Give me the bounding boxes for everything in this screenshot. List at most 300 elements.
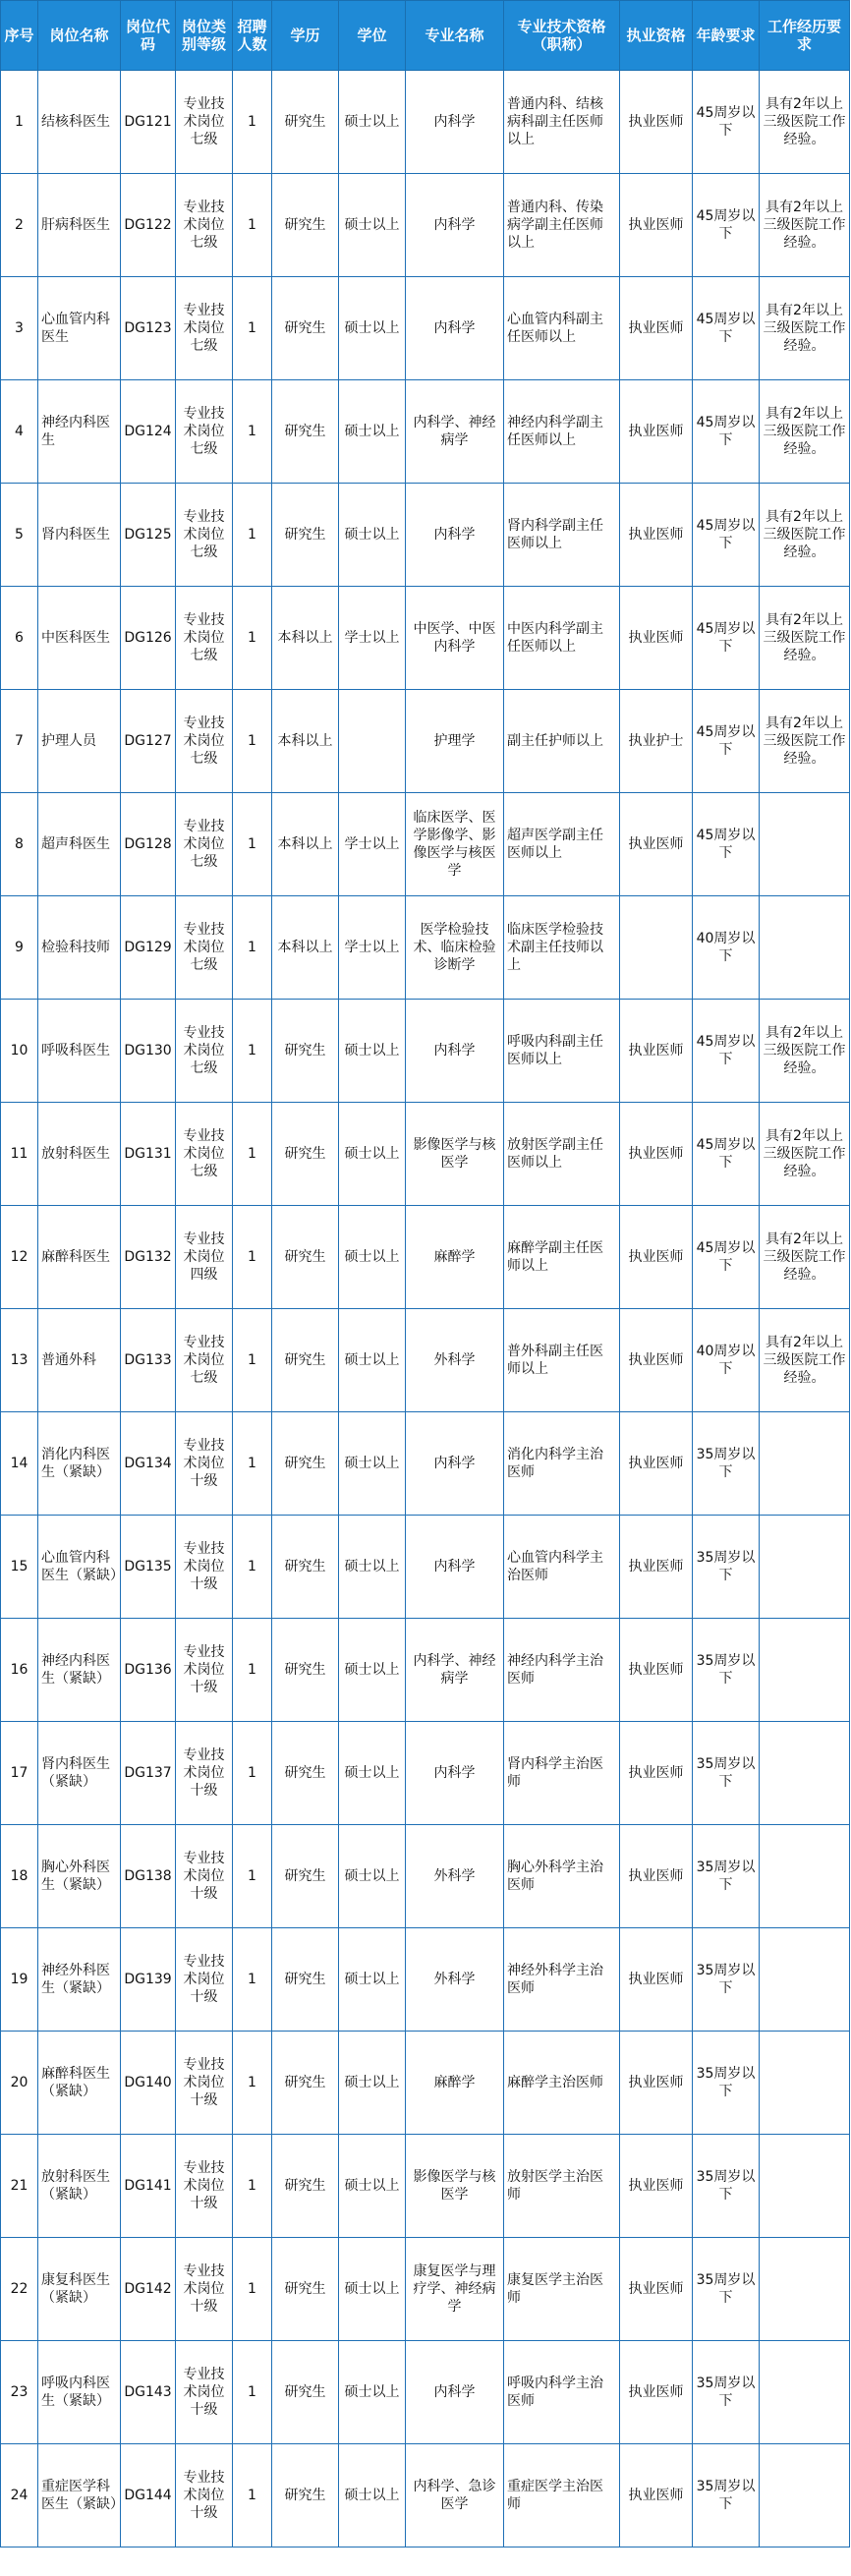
experience-requirement-cell bbox=[760, 1516, 850, 1619]
position-code-cell: DG139 bbox=[121, 1928, 176, 2032]
position-level-cell: 专业技术岗位十级 bbox=[176, 1412, 233, 1516]
age-requirement-cell: 45周岁以下 bbox=[693, 793, 760, 896]
degree-cell: 学士以上 bbox=[339, 793, 406, 896]
table-row bbox=[1, 1412, 850, 1516]
major-cell: 内科学 bbox=[406, 2341, 504, 2444]
education-cell: 研究生 bbox=[272, 1516, 339, 1619]
row-number-cell: 16 bbox=[1, 1619, 38, 1722]
hire-count-cell: 1 bbox=[233, 793, 272, 896]
header-cell: 岗位类别等级 bbox=[176, 1, 233, 71]
position-level-cell: 专业技术岗位七级 bbox=[176, 793, 233, 896]
education-cell: 研究生 bbox=[272, 1928, 339, 2032]
degree-cell: 硕士以上 bbox=[339, 1722, 406, 1825]
row-number-cell: 19 bbox=[1, 1928, 38, 2032]
hire-count-cell: 1 bbox=[233, 174, 272, 277]
practice-qualification-cell: 执业医师 bbox=[620, 1206, 693, 1309]
position-code-cell: DG123 bbox=[121, 277, 176, 380]
position-name-cell: 心血管内科医生（紧缺） bbox=[38, 1516, 121, 1619]
major-cell: 医学检验技术、临床检验诊断学 bbox=[406, 896, 504, 1000]
position-name-cell: 检验科技师 bbox=[38, 896, 121, 1000]
hire-count-cell: 1 bbox=[233, 2444, 272, 2547]
position-name-cell: 普通外科 bbox=[38, 1309, 121, 1412]
position-code-cell: DG129 bbox=[121, 896, 176, 1000]
professional-title-cell: 普通内科、结核病科副主任医师以上 bbox=[504, 71, 620, 174]
major-cell: 护理学 bbox=[406, 690, 504, 793]
position-level-cell: 专业技术岗位十级 bbox=[176, 2032, 233, 2135]
experience-requirement-cell bbox=[760, 2032, 850, 2135]
row-number-cell: 17 bbox=[1, 1722, 38, 1825]
practice-qualification-cell: 执业医师 bbox=[620, 1103, 693, 1206]
education-cell: 研究生 bbox=[272, 484, 339, 587]
hire-count-cell: 1 bbox=[233, 1412, 272, 1516]
age-requirement-cell: 35周岁以下 bbox=[693, 1412, 760, 1516]
row-number-cell: 3 bbox=[1, 277, 38, 380]
degree-cell: 硕士以上 bbox=[339, 1206, 406, 1309]
experience-requirement-cell: 具有2年以上三级医院工作经验。 bbox=[760, 277, 850, 380]
position-name-cell: 麻醉科医生（紧缺） bbox=[38, 2032, 121, 2135]
position-name-cell: 结核科医生 bbox=[38, 71, 121, 174]
table-row bbox=[1, 71, 850, 174]
position-code-cell: DG127 bbox=[121, 690, 176, 793]
education-cell: 研究生 bbox=[272, 2444, 339, 2547]
table-row bbox=[1, 896, 850, 1000]
professional-title-cell: 临床医学检验技术副主任技师以上 bbox=[504, 896, 620, 1000]
table-row bbox=[1, 2135, 850, 2238]
row-number-cell: 5 bbox=[1, 484, 38, 587]
major-cell: 中医学、中医内科学 bbox=[406, 587, 504, 690]
education-cell: 研究生 bbox=[272, 1412, 339, 1516]
header-cell: 招聘人数 bbox=[233, 1, 272, 71]
degree-cell: 硕士以上 bbox=[339, 1619, 406, 1722]
age-requirement-cell: 35周岁以下 bbox=[693, 2341, 760, 2444]
age-requirement-cell: 40周岁以下 bbox=[693, 896, 760, 1000]
practice-qualification-cell: 执业医师 bbox=[620, 1516, 693, 1619]
position-level-cell: 专业技术岗位七级 bbox=[176, 174, 233, 277]
professional-title-cell: 胸心外科学主治医师 bbox=[504, 1825, 620, 1928]
row-number-cell: 12 bbox=[1, 1206, 38, 1309]
education-cell: 本科以上 bbox=[272, 690, 339, 793]
education-cell: 研究生 bbox=[272, 2032, 339, 2135]
row-number-cell: 9 bbox=[1, 896, 38, 1000]
position-level-cell: 专业技术岗位十级 bbox=[176, 1619, 233, 1722]
table-row bbox=[1, 1619, 850, 1722]
professional-title-cell: 放射医学主治医师 bbox=[504, 2135, 620, 2238]
major-cell: 内科学 bbox=[406, 484, 504, 587]
header-cell: 序号 bbox=[1, 1, 38, 71]
header-cell: 岗位代码 bbox=[121, 1, 176, 71]
position-level-cell: 专业技术岗位十级 bbox=[176, 2341, 233, 2444]
experience-requirement-cell bbox=[760, 1825, 850, 1928]
experience-requirement-cell: 具有2年以上三级医院工作经验。 bbox=[760, 1103, 850, 1206]
position-code-cell: DG143 bbox=[121, 2341, 176, 2444]
table-row bbox=[1, 1206, 850, 1309]
position-name-cell: 肾内科医生 bbox=[38, 484, 121, 587]
degree-cell: 硕士以上 bbox=[339, 1825, 406, 1928]
age-requirement-cell: 35周岁以下 bbox=[693, 1928, 760, 2032]
row-number-cell: 1 bbox=[1, 71, 38, 174]
age-requirement-cell: 35周岁以下 bbox=[693, 1516, 760, 1619]
practice-qualification-cell: 执业医师 bbox=[620, 380, 693, 484]
hire-count-cell: 1 bbox=[233, 1825, 272, 1928]
header-cell: 专业技术资格（职称） bbox=[504, 1, 620, 71]
degree-cell: 硕士以上 bbox=[339, 1516, 406, 1619]
age-requirement-cell: 45周岁以下 bbox=[693, 174, 760, 277]
header-row bbox=[1, 1, 850, 71]
hire-count-cell: 1 bbox=[233, 1928, 272, 2032]
table-row bbox=[1, 1103, 850, 1206]
professional-title-cell: 神经内科学主治医师 bbox=[504, 1619, 620, 1722]
position-name-cell: 重症医学科医生（紧缺） bbox=[38, 2444, 121, 2547]
degree-cell: 硕士以上 bbox=[339, 71, 406, 174]
professional-title-cell: 心血管内科学主治医师 bbox=[504, 1516, 620, 1619]
major-cell: 康复医学与理疗学、神经病学 bbox=[406, 2238, 504, 2341]
degree-cell: 硕士以上 bbox=[339, 1103, 406, 1206]
position-code-cell: DG124 bbox=[121, 380, 176, 484]
position-code-cell: DG126 bbox=[121, 587, 176, 690]
age-requirement-cell: 45周岁以下 bbox=[693, 1206, 760, 1309]
row-number-cell: 10 bbox=[1, 1000, 38, 1103]
position-name-cell: 神经内科医生 bbox=[38, 380, 121, 484]
position-code-cell: DG133 bbox=[121, 1309, 176, 1412]
practice-qualification-cell: 执业医师 bbox=[620, 1412, 693, 1516]
position-code-cell: DG131 bbox=[121, 1103, 176, 1206]
position-code-cell: DG132 bbox=[121, 1206, 176, 1309]
practice-qualification-cell: 执业医师 bbox=[620, 2341, 693, 2444]
professional-title-cell: 神经外科学主治医师 bbox=[504, 1928, 620, 2032]
table-row bbox=[1, 793, 850, 896]
degree-cell: 硕士以上 bbox=[339, 2032, 406, 2135]
position-level-cell: 专业技术岗位十级 bbox=[176, 2444, 233, 2547]
position-code-cell: DG136 bbox=[121, 1619, 176, 1722]
education-cell: 研究生 bbox=[272, 1309, 339, 1412]
header-cell: 年龄要求 bbox=[693, 1, 760, 71]
row-number-cell: 22 bbox=[1, 2238, 38, 2341]
education-cell: 研究生 bbox=[272, 2135, 339, 2238]
row-number-cell: 7 bbox=[1, 690, 38, 793]
hire-count-cell: 1 bbox=[233, 1206, 272, 1309]
hire-count-cell: 1 bbox=[233, 1000, 272, 1103]
degree-cell: 学士以上 bbox=[339, 896, 406, 1000]
practice-qualification-cell: 执业医师 bbox=[620, 2032, 693, 2135]
position-code-cell: DG141 bbox=[121, 2135, 176, 2238]
table-row bbox=[1, 2032, 850, 2135]
row-number-cell: 14 bbox=[1, 1412, 38, 1516]
major-cell: 内科学 bbox=[406, 1412, 504, 1516]
hire-count-cell: 1 bbox=[233, 71, 272, 174]
major-cell: 内科学 bbox=[406, 71, 504, 174]
experience-requirement-cell: 具有2年以上三级医院工作经验。 bbox=[760, 690, 850, 793]
practice-qualification-cell: 执业医师 bbox=[620, 1619, 693, 1722]
education-cell: 研究生 bbox=[272, 1206, 339, 1309]
hire-count-cell: 1 bbox=[233, 1619, 272, 1722]
practice-qualification-cell: 执业医师 bbox=[620, 1928, 693, 2032]
degree-cell: 硕士以上 bbox=[339, 380, 406, 484]
hire-count-cell: 1 bbox=[233, 1309, 272, 1412]
education-cell: 研究生 bbox=[272, 1722, 339, 1825]
major-cell: 外科学 bbox=[406, 1309, 504, 1412]
age-requirement-cell: 45周岁以下 bbox=[693, 1103, 760, 1206]
row-number-cell: 15 bbox=[1, 1516, 38, 1619]
degree-cell: 硕士以上 bbox=[339, 1928, 406, 2032]
professional-title-cell: 神经内科学副主任医师以上 bbox=[504, 380, 620, 484]
degree-cell: 硕士以上 bbox=[339, 277, 406, 380]
professional-title-cell: 副主任护师以上 bbox=[504, 690, 620, 793]
table-row bbox=[1, 2444, 850, 2547]
education-cell: 研究生 bbox=[272, 2238, 339, 2341]
practice-qualification-cell: 执业医师 bbox=[620, 1825, 693, 1928]
position-level-cell: 专业技术岗位七级 bbox=[176, 587, 233, 690]
degree-cell: 硕士以上 bbox=[339, 174, 406, 277]
major-cell: 外科学 bbox=[406, 1825, 504, 1928]
professional-title-cell: 肾内科学主治医师 bbox=[504, 1722, 620, 1825]
professional-title-cell: 呼吸内科学主治医师 bbox=[504, 2341, 620, 2444]
position-name-cell: 放射科医生 bbox=[38, 1103, 121, 1206]
position-code-cell: DG135 bbox=[121, 1516, 176, 1619]
row-number-cell: 11 bbox=[1, 1103, 38, 1206]
practice-qualification-cell: 执业医师 bbox=[620, 71, 693, 174]
experience-requirement-cell bbox=[760, 896, 850, 1000]
hire-count-cell: 1 bbox=[233, 690, 272, 793]
experience-requirement-cell bbox=[760, 1619, 850, 1722]
education-cell: 研究生 bbox=[272, 1825, 339, 1928]
table-row bbox=[1, 277, 850, 380]
position-code-cell: DG130 bbox=[121, 1000, 176, 1103]
position-level-cell: 专业技术岗位十级 bbox=[176, 1928, 233, 2032]
experience-requirement-cell bbox=[760, 2444, 850, 2547]
age-requirement-cell: 35周岁以下 bbox=[693, 1825, 760, 1928]
professional-title-cell: 呼吸内科副主任医师以上 bbox=[504, 1000, 620, 1103]
position-name-cell: 麻醉科医生 bbox=[38, 1206, 121, 1309]
header-cell: 学位 bbox=[339, 1, 406, 71]
education-cell: 本科以上 bbox=[272, 587, 339, 690]
experience-requirement-cell: 具有2年以上三级医院工作经验。 bbox=[760, 1309, 850, 1412]
education-cell: 研究生 bbox=[272, 1619, 339, 1722]
major-cell: 外科学 bbox=[406, 1928, 504, 2032]
practice-qualification-cell: 执业医师 bbox=[620, 587, 693, 690]
experience-requirement-cell: 具有2年以上三级医院工作经验。 bbox=[760, 71, 850, 174]
position-name-cell: 神经内科医生（紧缺） bbox=[38, 1619, 121, 1722]
position-level-cell: 专业技术岗位十级 bbox=[176, 2135, 233, 2238]
experience-requirement-cell bbox=[760, 1722, 850, 1825]
practice-qualification-cell: 执业护士 bbox=[620, 690, 693, 793]
age-requirement-cell: 40周岁以下 bbox=[693, 1309, 760, 1412]
major-cell: 内科学 bbox=[406, 1516, 504, 1619]
position-name-cell: 肾内科医生（紧缺） bbox=[38, 1722, 121, 1825]
position-name-cell: 消化内科医生（紧缺） bbox=[38, 1412, 121, 1516]
major-cell: 影像医学与核医学 bbox=[406, 1103, 504, 1206]
education-cell: 本科以上 bbox=[272, 793, 339, 896]
table-row bbox=[1, 484, 850, 587]
professional-title-cell: 普外科副主任医师以上 bbox=[504, 1309, 620, 1412]
age-requirement-cell: 45周岁以下 bbox=[693, 380, 760, 484]
position-code-cell: DG140 bbox=[121, 2032, 176, 2135]
age-requirement-cell: 35周岁以下 bbox=[693, 1619, 760, 1722]
position-name-cell: 放射科医生（紧缺） bbox=[38, 2135, 121, 2238]
age-requirement-cell: 45周岁以下 bbox=[693, 1000, 760, 1103]
hire-count-cell: 1 bbox=[233, 380, 272, 484]
table-row bbox=[1, 690, 850, 793]
hire-count-cell: 1 bbox=[233, 277, 272, 380]
practice-qualification-cell: 执业医师 bbox=[620, 1000, 693, 1103]
hire-count-cell: 1 bbox=[233, 1103, 272, 1206]
table-row bbox=[1, 1928, 850, 2032]
age-requirement-cell: 45周岁以下 bbox=[693, 690, 760, 793]
experience-requirement-cell: 具有2年以上三级医院工作经验。 bbox=[760, 587, 850, 690]
position-name-cell: 中医科医生 bbox=[38, 587, 121, 690]
row-number-cell: 4 bbox=[1, 380, 38, 484]
major-cell: 内科学 bbox=[406, 1722, 504, 1825]
row-number-cell: 2 bbox=[1, 174, 38, 277]
position-name-cell: 心血管内科医生 bbox=[38, 277, 121, 380]
major-cell: 内科学 bbox=[406, 1000, 504, 1103]
experience-requirement-cell bbox=[760, 1928, 850, 2032]
position-code-cell: DG134 bbox=[121, 1412, 176, 1516]
education-cell: 研究生 bbox=[272, 380, 339, 484]
practice-qualification-cell: 执业医师 bbox=[620, 793, 693, 896]
table-row bbox=[1, 1000, 850, 1103]
professional-title-cell: 肾内科学副主任医师以上 bbox=[504, 484, 620, 587]
practice-qualification-cell: 执业医师 bbox=[620, 2238, 693, 2341]
table-row bbox=[1, 1516, 850, 1619]
position-code-cell: DG128 bbox=[121, 793, 176, 896]
education-cell: 研究生 bbox=[272, 1000, 339, 1103]
professional-title-cell: 消化内科学主治医师 bbox=[504, 1412, 620, 1516]
row-number-cell: 6 bbox=[1, 587, 38, 690]
position-level-cell: 专业技术岗位四级 bbox=[176, 1206, 233, 1309]
position-level-cell: 专业技术岗位七级 bbox=[176, 484, 233, 587]
major-cell: 临床医学、医学影像学、影像医学与核医学 bbox=[406, 793, 504, 896]
degree-cell: 硕士以上 bbox=[339, 1000, 406, 1103]
position-code-cell: DG125 bbox=[121, 484, 176, 587]
education-cell: 研究生 bbox=[272, 2341, 339, 2444]
degree-cell: 硕士以上 bbox=[339, 1412, 406, 1516]
education-cell: 研究生 bbox=[272, 1103, 339, 1206]
position-level-cell: 专业技术岗位七级 bbox=[176, 690, 233, 793]
position-code-cell: DG121 bbox=[121, 71, 176, 174]
position-name-cell: 超声科医生 bbox=[38, 793, 121, 896]
position-code-cell: DG137 bbox=[121, 1722, 176, 1825]
education-cell: 研究生 bbox=[272, 71, 339, 174]
table-row bbox=[1, 1825, 850, 1928]
experience-requirement-cell: 具有2年以上三级医院工作经验。 bbox=[760, 484, 850, 587]
degree-cell: 硕士以上 bbox=[339, 1309, 406, 1412]
header-cell: 专业名称 bbox=[406, 1, 504, 71]
position-name-cell: 胸心外科医生（紧缺） bbox=[38, 1825, 121, 1928]
major-cell: 内科学、神经病学 bbox=[406, 1619, 504, 1722]
position-name-cell: 肝病科医生 bbox=[38, 174, 121, 277]
age-requirement-cell: 35周岁以下 bbox=[693, 1722, 760, 1825]
professional-title-cell: 普通内科、传染病学副主任医师以上 bbox=[504, 174, 620, 277]
experience-requirement-cell: 具有2年以上三级医院工作经验。 bbox=[760, 380, 850, 484]
hire-count-cell: 1 bbox=[233, 2238, 272, 2341]
row-number-cell: 13 bbox=[1, 1309, 38, 1412]
experience-requirement-cell: 具有2年以上三级医院工作经验。 bbox=[760, 1000, 850, 1103]
position-code-cell: DG144 bbox=[121, 2444, 176, 2547]
education-cell: 研究生 bbox=[272, 277, 339, 380]
major-cell: 麻醉学 bbox=[406, 1206, 504, 1309]
age-requirement-cell: 35周岁以下 bbox=[693, 2032, 760, 2135]
experience-requirement-cell bbox=[760, 2238, 850, 2341]
age-requirement-cell: 45周岁以下 bbox=[693, 587, 760, 690]
position-name-cell: 护理人员 bbox=[38, 690, 121, 793]
professional-title-cell: 放射医学副主任医师以上 bbox=[504, 1103, 620, 1206]
position-level-cell: 专业技术岗位七级 bbox=[176, 1309, 233, 1412]
hire-count-cell: 1 bbox=[233, 587, 272, 690]
professional-title-cell: 超声医学副主任医师以上 bbox=[504, 793, 620, 896]
row-number-cell: 24 bbox=[1, 2444, 38, 2547]
table-body bbox=[1, 71, 850, 2547]
practice-qualification-cell: 执业医师 bbox=[620, 1722, 693, 1825]
position-name-cell: 呼吸科医生 bbox=[38, 1000, 121, 1103]
major-cell: 麻醉学 bbox=[406, 2032, 504, 2135]
table-row bbox=[1, 1722, 850, 1825]
professional-title-cell: 重症医学主治医师 bbox=[504, 2444, 620, 2547]
professional-title-cell: 麻醉学副主任医师以上 bbox=[504, 1206, 620, 1309]
professional-title-cell: 康复医学主治医师 bbox=[504, 2238, 620, 2341]
age-requirement-cell: 45周岁以下 bbox=[693, 71, 760, 174]
education-cell: 本科以上 bbox=[272, 896, 339, 1000]
major-cell: 内科学 bbox=[406, 277, 504, 380]
header-cell: 岗位名称 bbox=[38, 1, 121, 71]
hire-count-cell: 1 bbox=[233, 484, 272, 587]
experience-requirement-cell bbox=[760, 2135, 850, 2238]
position-level-cell: 专业技术岗位七级 bbox=[176, 380, 233, 484]
major-cell: 影像医学与核医学 bbox=[406, 2135, 504, 2238]
position-level-cell: 专业技术岗位七级 bbox=[176, 1103, 233, 1206]
table-row bbox=[1, 2238, 850, 2341]
professional-title-cell: 中医内科学副主任医师以上 bbox=[504, 587, 620, 690]
position-level-cell: 专业技术岗位七级 bbox=[176, 1000, 233, 1103]
header-cell: 执业资格 bbox=[620, 1, 693, 71]
hire-count-cell: 1 bbox=[233, 2032, 272, 2135]
position-level-cell: 专业技术岗位十级 bbox=[176, 1825, 233, 1928]
row-number-cell: 20 bbox=[1, 2032, 38, 2135]
table-row bbox=[1, 587, 850, 690]
position-code-cell: DG142 bbox=[121, 2238, 176, 2341]
practice-qualification-cell: 执业医师 bbox=[620, 2135, 693, 2238]
age-requirement-cell: 35周岁以下 bbox=[693, 2238, 760, 2341]
age-requirement-cell: 35周岁以下 bbox=[693, 2444, 760, 2547]
position-level-cell: 专业技术岗位七级 bbox=[176, 896, 233, 1000]
professional-title-cell: 心血管内科副主任医师以上 bbox=[504, 277, 620, 380]
position-level-cell: 专业技术岗位七级 bbox=[176, 277, 233, 380]
practice-qualification-cell bbox=[620, 896, 693, 1000]
table-row bbox=[1, 174, 850, 277]
degree-cell: 硕士以上 bbox=[339, 2341, 406, 2444]
major-cell: 内科学 bbox=[406, 174, 504, 277]
hire-count-cell: 1 bbox=[233, 2341, 272, 2444]
degree-cell: 硕士以上 bbox=[339, 2444, 406, 2547]
position-level-cell: 专业技术岗位十级 bbox=[176, 1516, 233, 1619]
degree-cell: 学士以上 bbox=[339, 587, 406, 690]
position-name-cell: 呼吸内科医生（紧缺） bbox=[38, 2341, 121, 2444]
row-number-cell: 21 bbox=[1, 2135, 38, 2238]
practice-qualification-cell: 执业医师 bbox=[620, 277, 693, 380]
age-requirement-cell: 45周岁以下 bbox=[693, 277, 760, 380]
practice-qualification-cell: 执业医师 bbox=[620, 2444, 693, 2547]
degree-cell: 硕士以上 bbox=[339, 2238, 406, 2341]
hire-count-cell: 1 bbox=[233, 1722, 272, 1825]
age-requirement-cell: 35周岁以下 bbox=[693, 2135, 760, 2238]
experience-requirement-cell bbox=[760, 1412, 850, 1516]
position-name-cell: 神经外科医生（紧缺） bbox=[38, 1928, 121, 2032]
experience-requirement-cell bbox=[760, 793, 850, 896]
position-code-cell: DG122 bbox=[121, 174, 176, 277]
professional-title-cell: 麻醉学主治医师 bbox=[504, 2032, 620, 2135]
table-row bbox=[1, 380, 850, 484]
position-level-cell: 专业技术岗位七级 bbox=[176, 71, 233, 174]
row-number-cell: 8 bbox=[1, 793, 38, 896]
